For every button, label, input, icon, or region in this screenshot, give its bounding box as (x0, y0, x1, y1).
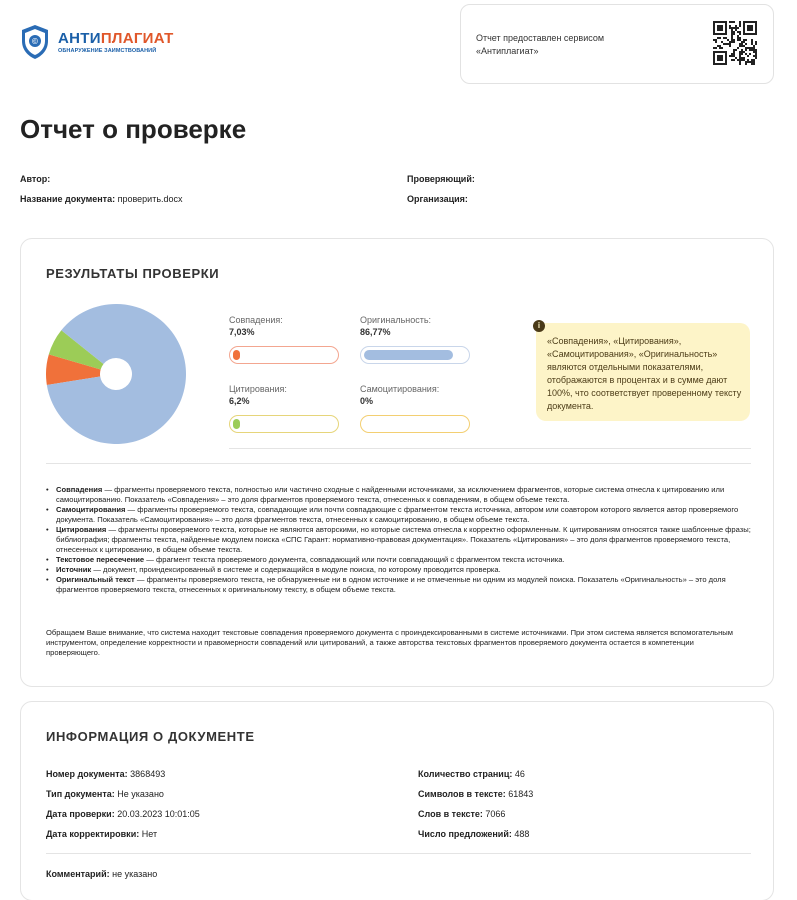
qr-code-icon[interactable] (713, 19, 757, 67)
definition-term: Самоцитирования (56, 505, 126, 514)
reviewer-label: Проверяющий: (407, 174, 475, 184)
info-row (418, 804, 533, 824)
definition-item (46, 505, 751, 525)
shield-logo-icon (20, 24, 50, 60)
info-label: Тип документа: (46, 789, 115, 799)
svg-text:©: © (32, 37, 38, 46)
logo-subtitle: ОБНАРУЖЕНИЕ ЗАИМСТВОВАНИЙ (58, 47, 157, 54)
info-icon: i (533, 320, 545, 332)
info-label: Слов в тексте: (418, 809, 483, 819)
definition-text: — фрагмент текста проверяемого документа, совпадающий или почти совпадающий с фрагментом текста источника. (144, 555, 565, 564)
info-label: Дата корректировки: (46, 829, 140, 839)
info-row (46, 824, 200, 844)
info-note-text: «Совпадения», «Цитирования», «Самоцитирования», «Оригинальность» являются отдельными показателями, отображаются в процентах и в сумме дают 100%, что соответствует проверенному тексту документа. (547, 336, 742, 411)
definition-term: Текстовое пересечение (56, 555, 145, 564)
org-row (407, 194, 468, 204)
doc-name-value: проверить.docx (117, 194, 183, 204)
metric-originality-bar-fill (364, 350, 453, 360)
metric-self-citations-bar (360, 415, 470, 433)
definition-item (46, 575, 751, 595)
metric-citations-bar (229, 415, 339, 433)
results-divider-top (229, 448, 751, 449)
info-row (418, 784, 533, 804)
reviewer-row (407, 174, 475, 184)
info-row (46, 764, 200, 784)
definition-item (46, 485, 751, 505)
info-value: Нет (141, 829, 158, 839)
metric-citations (229, 384, 287, 406)
info-label: Дата проверки: (46, 809, 115, 819)
definitions-list (46, 485, 751, 595)
logo-title: АНТИПЛАГИАТ (58, 29, 174, 47)
info-value: 3868493 (130, 769, 166, 779)
metric-citations-label: Цитирования: (229, 384, 287, 394)
comment-value: не указано (112, 869, 158, 879)
metric-originality-label: Оригинальность: (360, 315, 432, 325)
info-row (418, 824, 533, 844)
results-pie-chart (41, 299, 191, 449)
definition-item (46, 525, 751, 555)
metric-matches-bar (229, 346, 339, 364)
org-label: Организация: (407, 194, 468, 204)
definition-term: Совпадения (56, 485, 103, 494)
document-info-card (20, 701, 774, 900)
comment-label: Комментарий: (46, 869, 110, 879)
document-info-divider (46, 853, 751, 854)
doc-name-label: Название документа: (20, 194, 116, 204)
definition-item (46, 555, 751, 565)
metric-originality-bar (360, 346, 470, 364)
service-box (460, 4, 774, 84)
metric-originality-value: 86,77% (360, 327, 391, 337)
results-title: РЕЗУЛЬТАТЫ ПРОВЕРКИ (46, 266, 220, 281)
attention-text: Обращаем Ваше внимание, что система находит текстовые совпадения проверяемого документа с проиндексированными в системе источниками. При этом система является вспомогательным инструментом, определение корректности и правомерности совпадений или цитирований, а также авторства текстовых фрагментов проверяемого документа остается в компетенции проверяющего. (46, 628, 733, 657)
metric-matches-label: Совпадения: (229, 315, 283, 325)
info-value: 61843 (508, 789, 534, 799)
definition-text: — фрагменты проверяемого текста, совпадающие или почти совпадающие с фрагментом текста источника, автором или соавтором которого является автор проверяемого документа. Показатель «Самоцитирования» – это доля фрагментов текста, отнесенных к самоцитированию, в общем объеме текста. (56, 505, 739, 524)
metric-citations-bar-fill (233, 419, 240, 429)
info-label: Символов в тексте: (418, 789, 506, 799)
metric-self-citations (360, 384, 439, 406)
info-row (418, 764, 533, 784)
info-value: 488 (514, 829, 530, 839)
results-card (20, 238, 774, 687)
info-value: Не указано (117, 789, 164, 799)
info-label: Число предложений: (418, 829, 512, 839)
metric-matches-bar-fill (233, 350, 240, 360)
metric-citations-value: 6,2% (229, 396, 250, 406)
definition-term: Цитирования (56, 525, 107, 534)
definition-text: — документ, проиндексированный в системе и содержащийся в модуле поиска, по которому проводится проверка. (91, 565, 501, 574)
author-label: Автор: (20, 174, 51, 184)
definition-item (46, 565, 751, 575)
definition-text: — фрагменты проверяемого текста, которые не являются авторскими, но которые система отнесла к корректно оформленным. К цитированиям относятся также шаблонные фразы; библиография; фрагменты текста, найденные модулем поиска «СПС Гарант: нормативно-правовая документация». Показатель «Цитирования» – это доля фрагментов проверяемого текста, отнесенных к цитированию, в общем объеме текста. (56, 525, 751, 554)
results-divider (46, 463, 751, 464)
metric-self-citations-label: Самоцитирования: (360, 384, 440, 394)
info-row (46, 804, 200, 824)
definition-term: Оригинальный текст (56, 575, 135, 584)
comment-row (46, 869, 157, 879)
document-info-left (46, 764, 200, 844)
metric-matches (229, 315, 283, 337)
info-value: 46 (514, 769, 525, 779)
author-row (20, 174, 50, 184)
document-info-right (418, 764, 533, 844)
page-title: Отчет о проверке (20, 114, 247, 144)
logo[interactable] (20, 24, 174, 60)
document-info-title: ИНФОРМАЦИЯ О ДОКУМЕНТЕ (46, 729, 255, 744)
definition-text: — фрагменты проверяемого текста, не обнаруженные ни в одном источнике и не отмеченные ни одним из модулей поиска. Показатель «Оригинальность» – это доля фрагментов проверяемого текста, отнесенных к оригинальному тексту, в общем объеме текста. (56, 575, 726, 594)
doc-name-row (20, 194, 183, 204)
info-value: 7066 (485, 809, 506, 819)
metric-self-citations-value: 0% (360, 396, 374, 406)
info-note (536, 323, 750, 421)
definition-term: Источник (56, 565, 92, 574)
info-label: Количество страниц: (418, 769, 513, 779)
metric-matches-value: 7,03% (229, 327, 255, 337)
info-value: 20.03.2023 10:01:05 (117, 809, 200, 819)
info-row (46, 784, 200, 804)
service-text: Отчет предоставлен сервисом «Антиплагиат» (476, 33, 605, 56)
info-label: Номер документа: (46, 769, 128, 779)
definition-text: — фрагменты проверяемого текста, полностью или частично сходные с найденными источниками, за исключением фрагментов, которые система отнесла к цитированию или самоцитированию. Показатель «Совпадения» – это доля фрагментов проверяемого текста, отнесенных к совпадениям, в общем объеме текста. (56, 485, 725, 504)
metric-originality (360, 315, 431, 337)
